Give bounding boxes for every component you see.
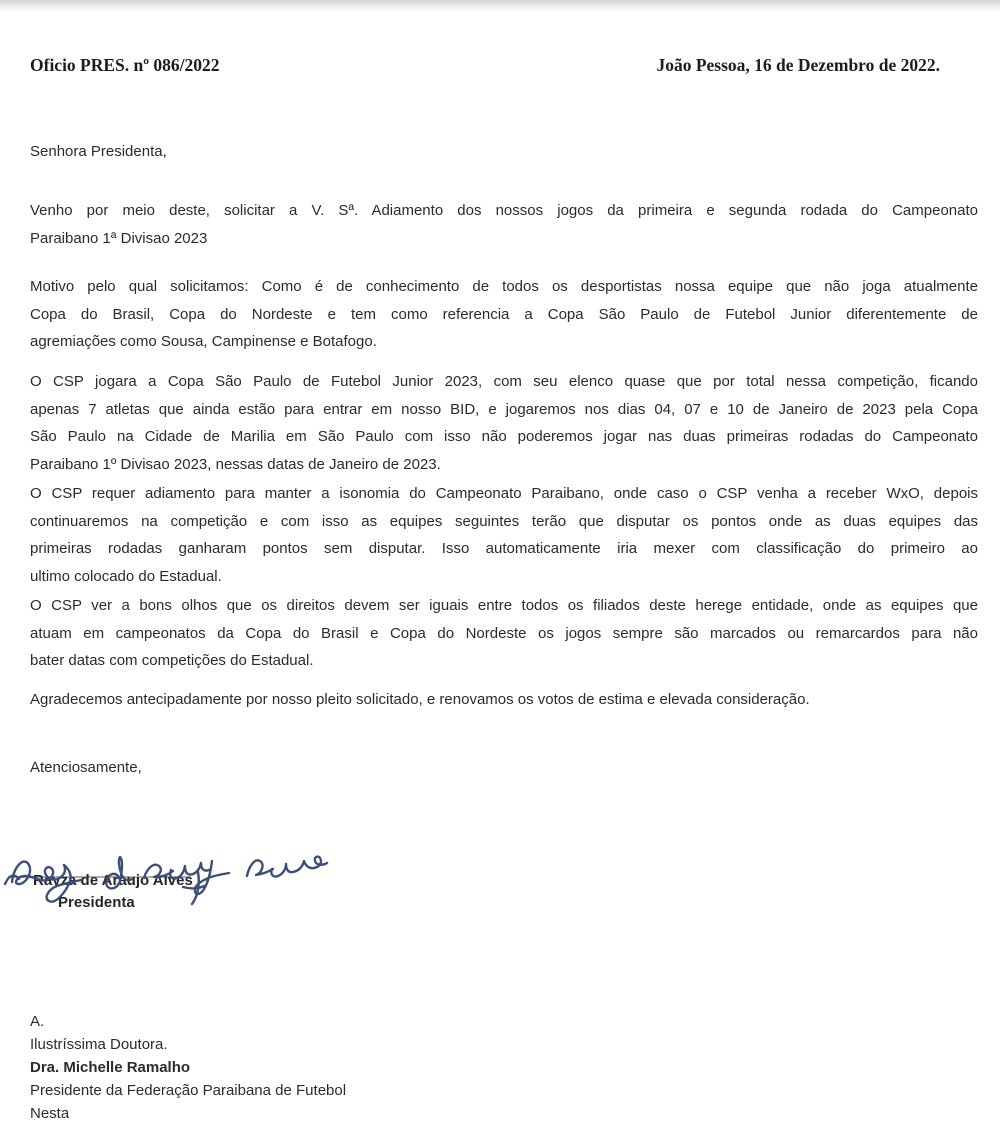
- paragraph-line: primeiras rodadas ganharam pontos sem disputar. Isso automaticamente iria mexer com classificação do primeiro ao: [30, 540, 978, 557]
- paragraph-line: Agradecemos antecipadamente por nosso pleito solicitado, e renovamos os votos de estima e elevada consideração.: [30, 691, 810, 708]
- paragraph-line: Motivo pelo qual solicitamos: Como é de conhecimento de todos os desportistas nossa equipe que não joga atualmente: [30, 278, 978, 295]
- paragraph-line: O CSP requer adiamento para manter a isonomia do Campeonato Paraibano, onde caso o CSP venha a receber WxO, depois: [30, 485, 978, 502]
- city-date: João Pessoa, 16 de Dezembro de 2022.: [656, 55, 940, 75]
- document-ref: Oficio PRES. nº 086/2022: [30, 55, 220, 75]
- paragraph-request: [30, 197, 978, 252]
- paragraph-line: apenas 7 atletas que ainda estão para entrar em nosso BID, e jogaremos nos dias 04, 07 e 10 de Janeiro de 2023 pela Copa: [30, 400, 978, 418]
- paragraph-line: O CSP ver a bons olhos que os direitos devem ser iguais entre todos os filiados deste herege entidade, onde as equipes que: [30, 597, 978, 614]
- paragraph-copa-sao-paulo: [30, 368, 978, 478]
- recipient-honorific: Ilustríssima Doutora.: [30, 1036, 168, 1053]
- recipient-role: Presidente da Federação Paraibana de Futebol: [30, 1082, 347, 1099]
- paragraph-line: Venho por meio deste, solicitar a V. Sª. Adiamento dos nossos jogos da primeira e segunda rodada do Campeonato: [30, 202, 978, 219]
- signer-title: Presidenta: [58, 894, 135, 911]
- paragraph-direitos: [30, 592, 978, 675]
- letter-header: [30, 55, 940, 76]
- paragraph-line: continuaremos na competição e com isso as equipes seguintes terão que disputar os pontos onde as duas equipes das: [30, 512, 978, 530]
- page-top-shadow: [0, 0, 1000, 13]
- paragraph-line: bater datas com competições do Estadual.: [30, 652, 314, 669]
- closing: Atenciosamente,: [30, 759, 142, 776]
- paragraph-motive: [30, 273, 978, 356]
- paragraph-line: atuam em campeonatos da Copa do Brasil e Copa do Nordeste os jogos sempre são marcados ou remarcardos para não: [30, 624, 978, 642]
- recipient-place: Nesta: [30, 1105, 70, 1122]
- recipient-name: Dra. Michelle Ramalho: [30, 1059, 191, 1076]
- paragraph-line: O CSP jogara a Copa São Paulo de Futebol Junior 2023, com seu elenco quase que por total nessa competição, ficando: [30, 373, 978, 390]
- paragraph-line: São Paulo na Cidade de Marilia em São Paulo com isso não poderemos jogar nas duas primeiras rodadas do Campeonato: [30, 428, 978, 445]
- paragraph-line: Paraibano 1º Divisao 2023, nessas datas de Janeiro de 2023.: [30, 455, 441, 473]
- paragraph-thanks: [30, 686, 978, 714]
- paragraph-line: Paraibano 1ª Divisao 2023: [30, 229, 208, 247]
- recipient-block: [30, 1010, 346, 1125]
- recipient-prefix: A.: [30, 1013, 45, 1030]
- paragraph-line: agremiações como Sousa, Campinense e Botafogo.: [30, 333, 377, 350]
- paragraph-line: Copa do Brasil, Copa do Nordeste e tem como referencia a Copa São Paulo de Futebol Junior diferentemente de: [30, 305, 978, 323]
- paragraph-isonomia: [30, 480, 978, 590]
- paragraph-line: ultimo colocado do Estadual.: [30, 567, 222, 585]
- salutation: Senhora Presidenta,: [30, 143, 167, 160]
- signer-name: Rayza de Araujo Alves: [33, 872, 193, 889]
